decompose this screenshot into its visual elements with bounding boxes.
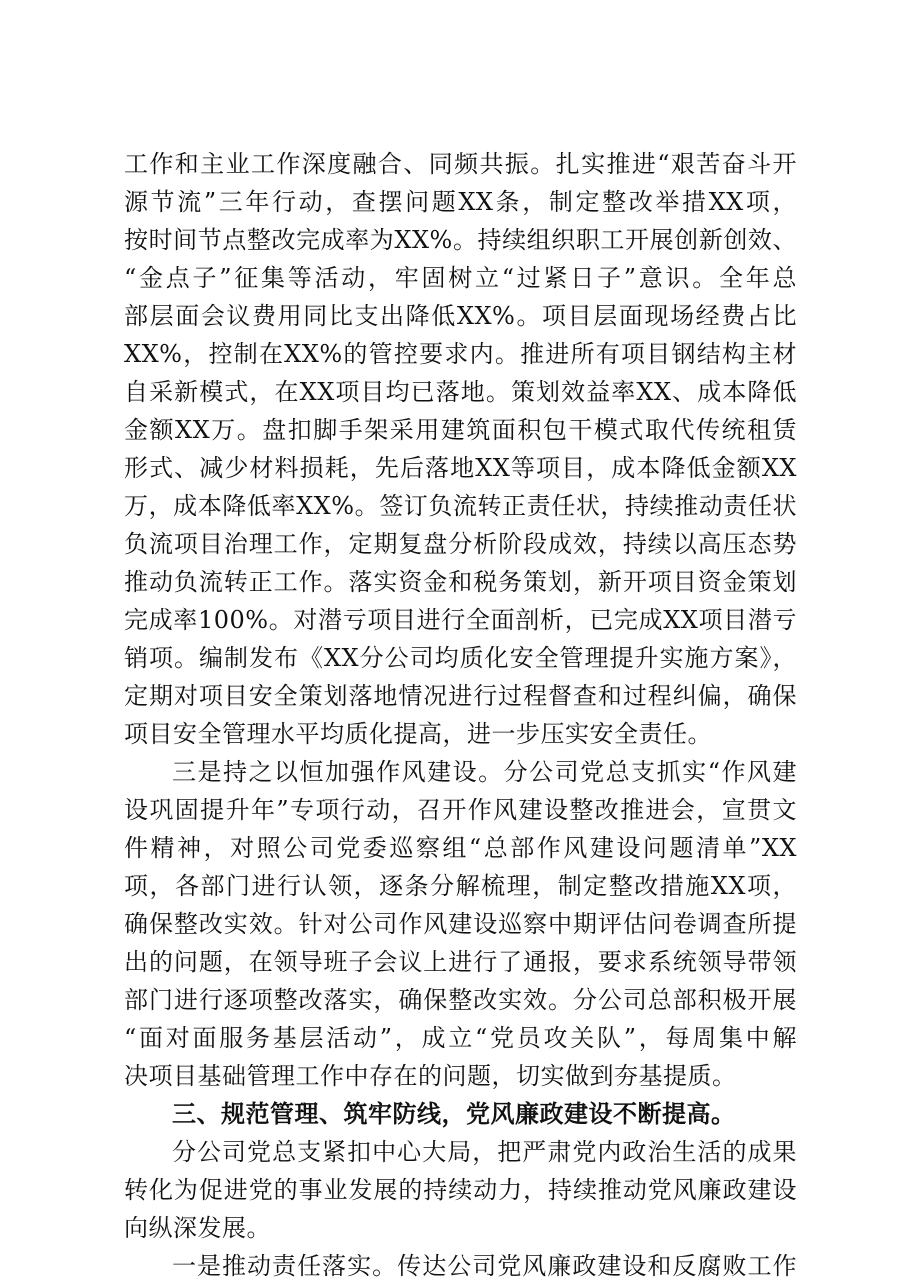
paragraph-line: 向纵深发展。: [124, 1214, 271, 1242]
paragraph-line: 万，成本降低率XX%。签订负流转正责任状，持续推动责任状: [124, 492, 797, 520]
paragraph-line: 分公司党总支紧扣中心大局，把严肃党内政治生活的成果: [172, 1138, 797, 1166]
paragraph-line: 部层面会议费用同比支出降低XX%。项目层面现场经费占比: [124, 302, 797, 330]
paragraph-line: 项目安全管理水平均质化提高，进一步压实安全责任。: [124, 720, 712, 748]
paragraph-line: 完成率100%。对潜亏项目进行全面剖析，已完成XX项目潜亏: [124, 606, 797, 634]
paragraph-line: 自采新模式，在XX项目均已落地。策划效益率XX、成本降低: [124, 378, 797, 406]
paragraph-line: 工作和主业工作深度融合、同频共振。扎实推进“艰苦奋斗开: [124, 150, 797, 178]
paragraph-line: 推动负流转正工作。落实资金和税务策划，新开项目资金策划: [124, 568, 797, 596]
paragraph-line: XX%，控制在XX%的管控要求内。推进所有项目钢结构主材: [124, 340, 797, 368]
paragraph-line: 一是推动责任落实。传达公司党风廉政建设和反腐败工作: [172, 1252, 797, 1280]
paragraph-line: 源节流”三年行动，查摆问题XX条，制定整改举措XX项，: [124, 188, 797, 216]
paragraph-line: 转化为促进党的事业发展的持续动力，持续推动党风廉政建设: [124, 1176, 797, 1204]
paragraph-line: 三是持之以恒加强作风建设。分公司党总支抓实“作风建: [172, 758, 797, 786]
paragraph-line: 部门进行逐项整改落实，确保整改实效。分公司总部积极开展: [124, 986, 797, 1014]
paragraph-line: 决项目基础管理工作中存在的问题，切实做到夯基提质。: [124, 1062, 737, 1090]
paragraph-line: 定期对项目安全策划落地情况进行过程督查和过程纠偏，确保: [124, 682, 797, 710]
paragraph-line: 销项。编制发布《XX分公司均质化安全管理提升实施方案》，: [124, 644, 797, 672]
paragraph-line: “金点子”征集等活动，牢固树立“过紧日子”意识。全年总: [124, 264, 797, 292]
paragraph-line: 设巩固提升年”专项行动，召开作风建设整改推进会，宣贯文: [124, 796, 797, 824]
section-heading: 三、规范管理、筑牢防线，党风廉政建设不断提高。: [172, 1100, 736, 1128]
paragraph-line: 出的问题，在领导班子会议上进行了通报，要求系统领导带领: [124, 948, 797, 976]
paragraph-line: “面对面服务基层活动”，成立“党员攻关队”，每周集中解: [124, 1024, 797, 1052]
paragraph-line: 负流项目治理工作，定期复盘分析阶段成效，持续以高压态势: [124, 530, 797, 558]
paragraph-line: 金额XX万。盘扣脚手架采用建筑面积包干模式取代传统租赁: [124, 416, 797, 444]
paragraph-line: 确保整改实效。针对公司作风建设巡察中期评估问卷调查所提: [124, 910, 797, 938]
paragraph-line: 项，各部门进行认领，逐条分解梳理，制定整改措施XX项，: [124, 872, 797, 900]
paragraph-line: 件精神，对照公司党委巡察组“总部作风建设问题清单”XX: [124, 834, 797, 862]
paragraph-line: 按时间节点整改完成率为XX%。持续组织职工开展创新创效、: [124, 226, 797, 254]
paragraph-line: 形式、减少材料损耗，先后落地XX等项目，成本降低金额XX: [124, 454, 797, 482]
